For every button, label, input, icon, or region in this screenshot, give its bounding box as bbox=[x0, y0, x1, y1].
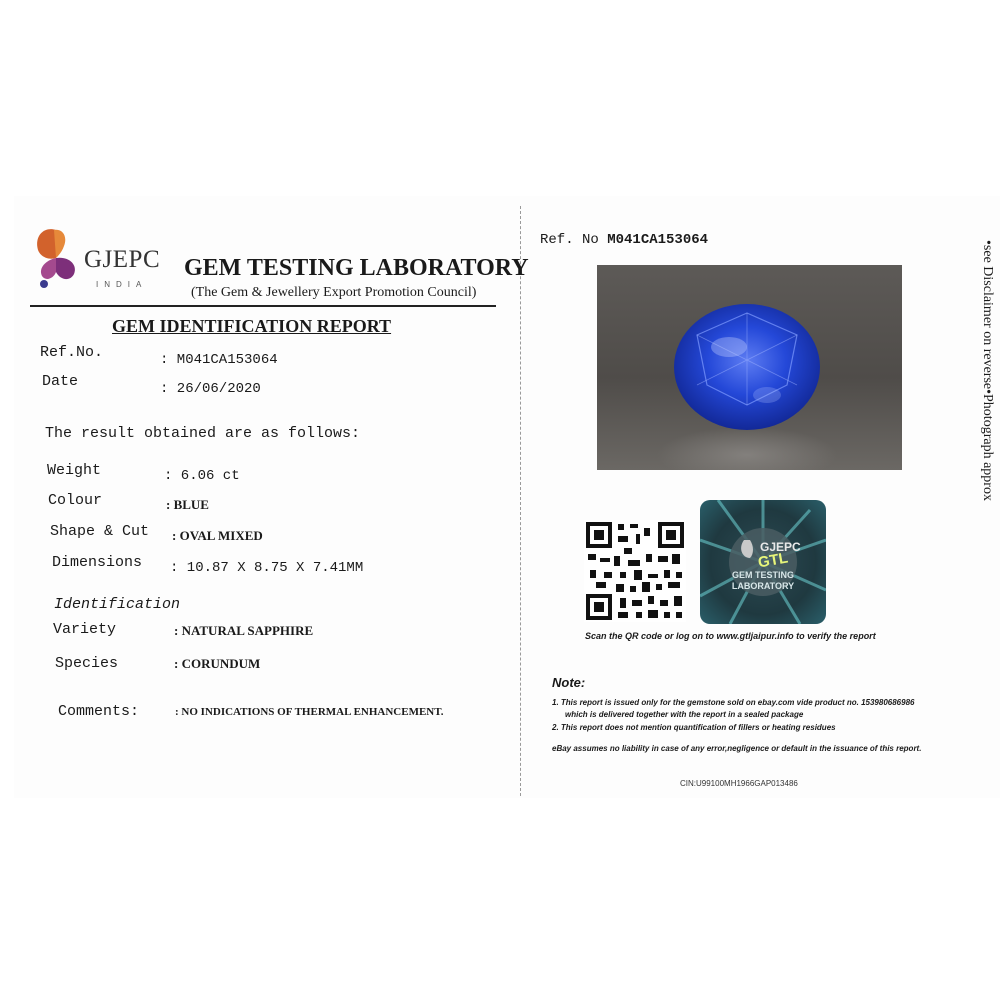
sapphire-gem-icon bbox=[597, 265, 902, 470]
lab-subtitle: (The Gem & Jewellery Export Promotion Council) bbox=[191, 285, 477, 300]
weight-label: Weight bbox=[47, 462, 102, 479]
ref-value: : M041CA153064 bbox=[160, 352, 278, 368]
panel-divider bbox=[520, 206, 521, 796]
comments-value: : NO INDICATIONS OF THERMAL ENHANCEMENT. bbox=[175, 706, 444, 718]
qr-caption: Scan the QR code or log on to www.gtljaipur.info to verify the report bbox=[585, 631, 876, 641]
note-item-1-cont: which is delivered together with the report in a sealed package bbox=[565, 710, 804, 719]
shape-label: Shape & Cut bbox=[50, 523, 150, 540]
colour-value: : BLUE bbox=[166, 497, 209, 512]
variety-label: Variety bbox=[53, 621, 117, 638]
variety-value: : NATURAL SAPPHIRE bbox=[174, 623, 314, 638]
note-item-3: eBay assumes no liability in case of any error,negligence or default in the issuance of this report. bbox=[552, 744, 922, 753]
ref-label: Ref.No. bbox=[40, 344, 104, 361]
hologram-line-1: GEM TESTING bbox=[731, 570, 794, 580]
logo-subtext: INDIA bbox=[96, 280, 148, 289]
gemstone-photo bbox=[597, 265, 902, 470]
logo-wordmark: GJEPC bbox=[84, 246, 161, 273]
result-intro: The result obtained are as follows: bbox=[45, 425, 361, 442]
hologram-gtl: GTL bbox=[756, 549, 790, 572]
hologram-line-2: LABORATORY bbox=[731, 581, 795, 591]
lab-name: GEM TESTING LABORATORY bbox=[184, 255, 529, 281]
photo-ref-value: M041CA153064 bbox=[607, 232, 709, 248]
dimensions-label: Dimensions bbox=[52, 554, 143, 571]
cin-number: CIN:U99100MH1966GAP013486 bbox=[680, 779, 798, 788]
shape-value: : OVAL MIXED bbox=[172, 528, 263, 543]
report-title: GEM IDENTIFICATION REPORT bbox=[112, 316, 392, 336]
photo-ref-number bbox=[540, 232, 708, 248]
weight-value: : 6.06 ct bbox=[164, 468, 240, 484]
identification-heading: Identification bbox=[54, 596, 181, 613]
hologram-brand: GJEPC bbox=[760, 540, 801, 554]
note-title: Note: bbox=[552, 675, 586, 690]
date-value: : 26/06/2020 bbox=[160, 381, 261, 397]
security-hologram bbox=[700, 500, 826, 624]
dimensions-value: : 10.87 X 8.75 X 7.41MM bbox=[170, 560, 364, 576]
species-label: Species bbox=[55, 655, 119, 672]
species-value: : CORUNDUM bbox=[174, 656, 261, 671]
disclaimer-side-text: •see Disclaimer on reverse•Photograph approx bbox=[980, 240, 995, 501]
hologram-text bbox=[700, 570, 826, 592]
qr-code-icon[interactable] bbox=[584, 520, 686, 622]
photo-ref-label: Ref. No bbox=[540, 232, 599, 248]
comments-label: Comments: bbox=[58, 703, 140, 720]
note-item-1: 1. This report is issued only for the gemstone sold on ebay.com vide product no. 153980686986 bbox=[552, 698, 915, 707]
gjepc-logo-icon bbox=[28, 224, 84, 292]
colour-label: Colour bbox=[48, 492, 103, 509]
date-label: Date bbox=[42, 373, 79, 390]
header-rule bbox=[30, 305, 496, 307]
note-item-2: 2. This report does not mention quantification of fillers or heating residues bbox=[552, 723, 836, 732]
